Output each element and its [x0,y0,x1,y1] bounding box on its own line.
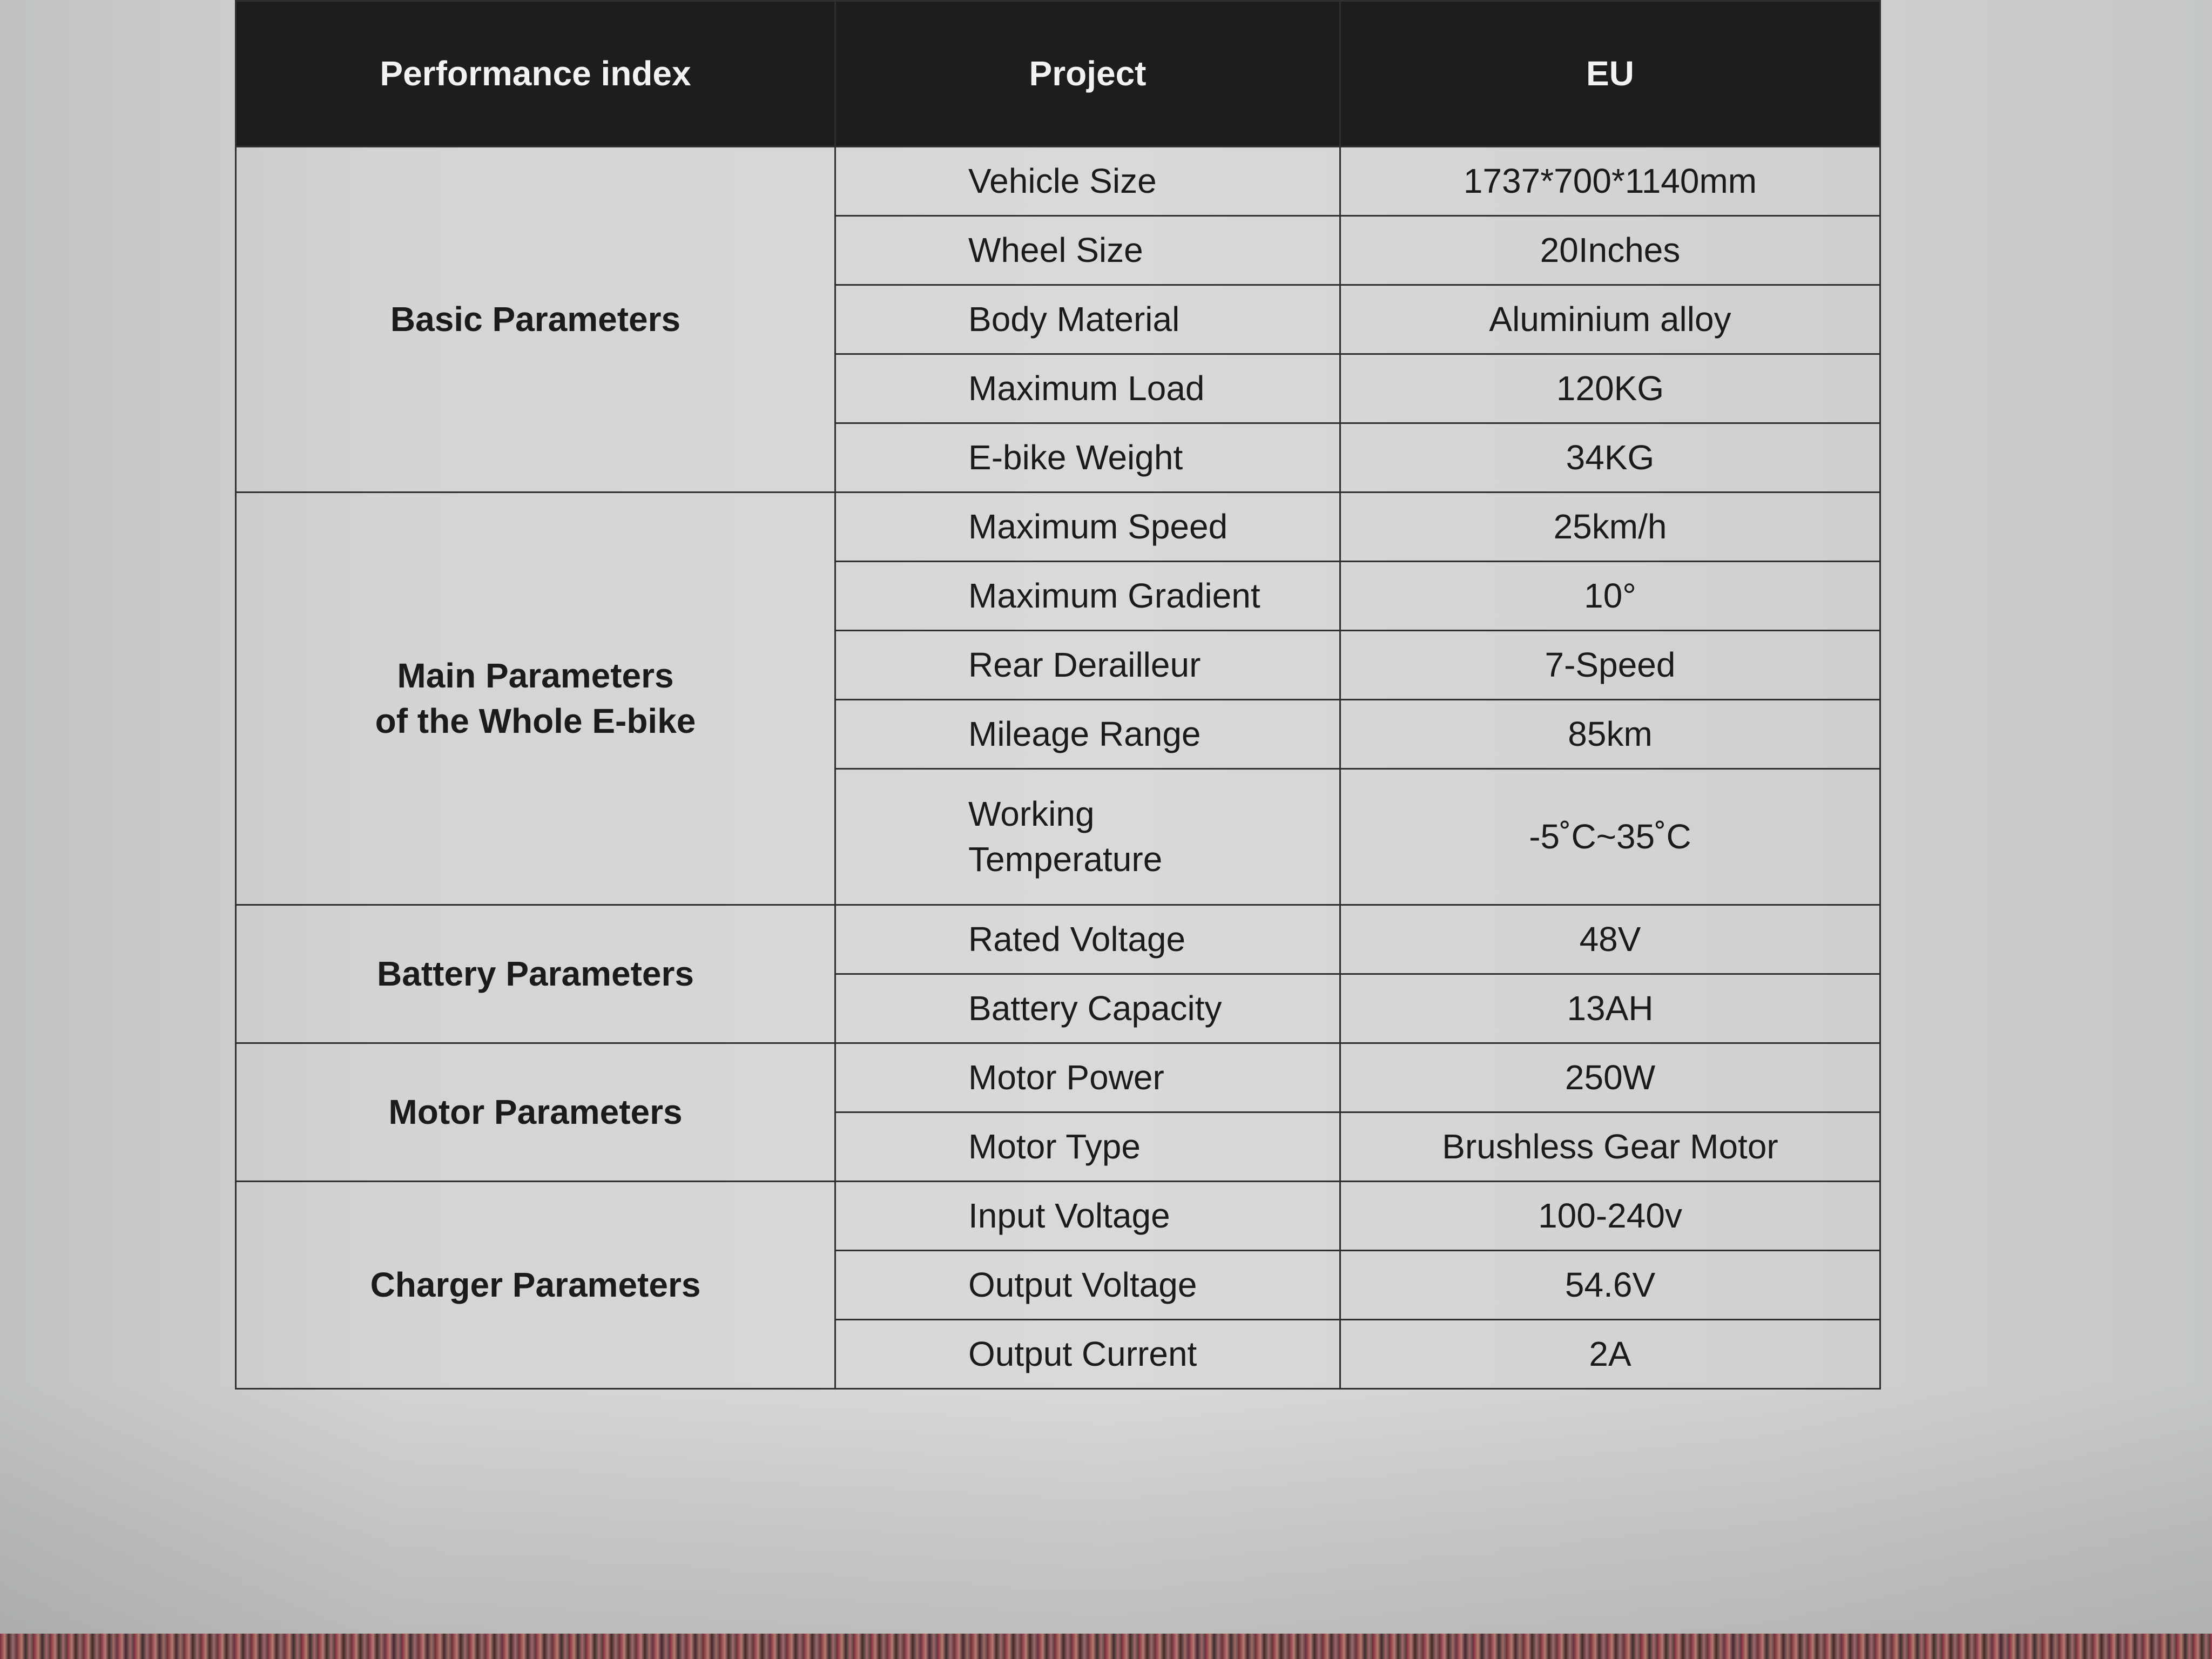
param-value: 250W [1340,1043,1880,1112]
param-label: E-bike Weight [835,423,1340,493]
param-value: Brushless Gear Motor [1340,1112,1880,1182]
param-value: 2A [1340,1320,1880,1389]
param-value: 20Inches [1340,216,1880,285]
param-label: Maximum Speed [835,493,1340,562]
header-project: Project [835,1,1340,147]
param-label: Input Voltage [835,1182,1340,1251]
param-value: 48V [1340,905,1880,974]
table-row [236,1182,1880,1251]
param-value: 10° [1340,562,1880,631]
table-header-row [236,1,1880,147]
group-basic-parameters: Basic Parameters [236,147,835,493]
param-label: Rated Voltage [835,905,1340,974]
header-eu: EU [1340,1,1880,147]
param-label: Maximum Gradient [835,562,1340,631]
spec-table [235,0,1881,1390]
group-motor-parameters: Motor Parameters [236,1043,835,1182]
table-row [236,493,1880,562]
group-name-line: Main Parameters [397,656,674,696]
group-name-line: of the Whole E-bike [375,701,696,740]
param-label-line: Working [968,794,1095,834]
param-value: Aluminium alloy [1340,285,1880,354]
group-battery-parameters: Battery Parameters [236,905,835,1043]
param-value: 85km [1340,700,1880,769]
param-value: 1737*700*1140mm [1340,147,1880,216]
param-label: Maximum Load [835,354,1340,423]
table-row [236,905,1880,974]
param-label: Output Voltage [835,1251,1340,1320]
param-label: Output Current [835,1320,1340,1389]
param-value: 120KG [1340,354,1880,423]
param-value: 34KG [1340,423,1880,493]
param-label: Vehicle Size [835,147,1340,216]
param-label: Wheel Size [835,216,1340,285]
param-value: 54.6V [1340,1251,1880,1320]
group-main-parameters [236,493,835,905]
param-label: Battery Capacity [835,974,1340,1043]
background-carpet [0,1634,2212,1659]
param-label-line: Temperature [968,839,1163,879]
group-charger-parameters: Charger Parameters [236,1182,835,1389]
param-label: Body Material [835,285,1340,354]
param-label: Mileage Range [835,700,1340,769]
param-value: -5˚C~35˚C [1340,769,1880,905]
param-value: 13AH [1340,974,1880,1043]
param-value: 25km/h [1340,493,1880,562]
param-label: Motor Type [835,1112,1340,1182]
table-row [236,1043,1880,1112]
table-row [236,147,1880,216]
header-performance-index: Performance index [236,1,835,147]
param-value: 7-Speed [1340,631,1880,700]
param-label: Motor Power [835,1043,1340,1112]
param-label [835,769,1340,905]
param-label: Rear Derailleur [835,631,1340,700]
param-value: 100-240v [1340,1182,1880,1251]
